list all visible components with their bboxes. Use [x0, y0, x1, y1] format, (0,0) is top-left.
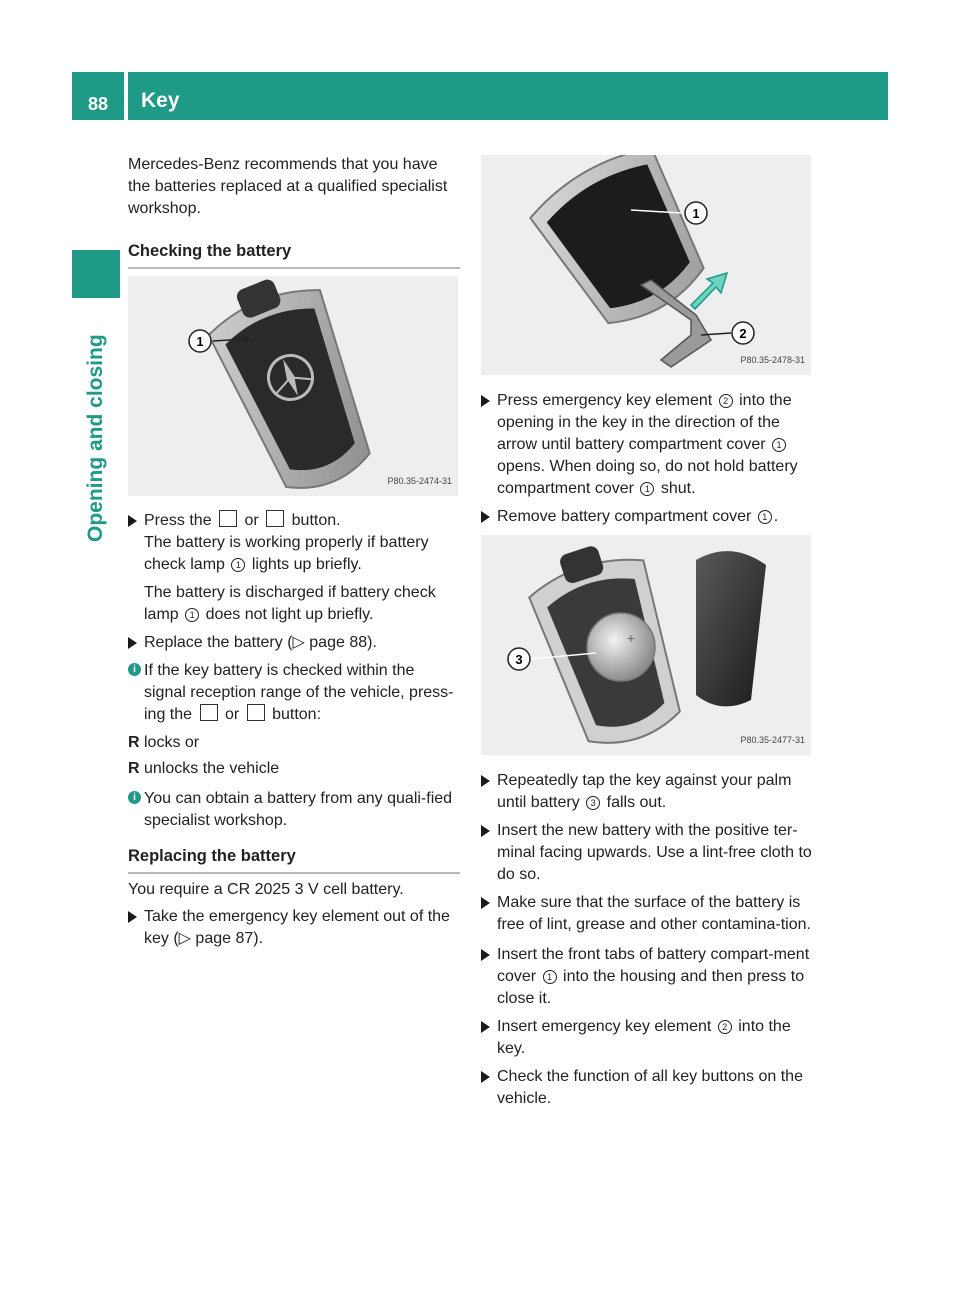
open-steps [481, 390, 813, 528]
step-insert-emergency-key [481, 1016, 813, 1060]
step-press-emergency-key [481, 390, 813, 500]
callout-1-inline: 1 [231, 558, 245, 572]
list-item [128, 732, 460, 754]
step-arrow-icon [481, 949, 490, 961]
callout-1: 1 [196, 334, 204, 349]
figure-key-check-lamp [128, 276, 458, 496]
battery-illustration [481, 535, 811, 755]
step-text: lights up briefly. [251, 556, 362, 573]
header-divider [124, 72, 128, 120]
step-take-emergency-key [128, 906, 460, 950]
step-arrow-icon [481, 1071, 490, 1083]
key-fob-illustration [128, 276, 458, 496]
key-open-illustration [481, 155, 811, 375]
figure-caption: P80.35-2477-31 [740, 735, 805, 745]
figure-caption: P80.35-2478-31 [740, 355, 805, 365]
step-text: The battery is working properly if battery check lamp [144, 534, 429, 573]
bullet-icon: R [128, 760, 140, 777]
heading-checking-battery: Checking the battery [128, 240, 460, 269]
step-replace-battery [128, 632, 460, 654]
info-icon: i [128, 663, 141, 676]
step-text: Press the [144, 512, 212, 529]
callout-2-inline: 2 [718, 1020, 732, 1034]
step-text: Take the emergency key element out of the key (▷ page 87). [144, 908, 450, 947]
step-text: Insert the front tabs of battery compart-ment cover [497, 946, 810, 985]
heading-replacing-battery: Replacing the battery [128, 845, 460, 874]
step-text: Replace the battery (▷ page 88). [144, 634, 377, 651]
callout-3: 3 [515, 652, 523, 667]
step-text: button. [291, 512, 341, 529]
info-text: You can obtain a battery from any quali-fied specialist workshop. [144, 790, 453, 829]
step-text: Repeatedly tap the key against your palm until battery [497, 772, 792, 811]
step-insert-front-tabs [481, 944, 813, 1010]
page-number: 88 [88, 94, 109, 114]
step-text: Check the function of all key buttons on the vehicle. [497, 1068, 803, 1107]
figure-caption: P80.35-2474-31 [387, 476, 452, 486]
step-text: opens. When doing so, do not hold battery compartment cover [497, 458, 798, 497]
list-item [128, 758, 460, 780]
step-arrow-icon [481, 395, 490, 407]
step-text: into the key. [497, 1018, 791, 1057]
bullet-icon: R [128, 734, 140, 751]
section-side-label: Opening and closing [84, 334, 107, 542]
callout-3-inline: 3 [586, 796, 600, 810]
plus-icon: + [626, 630, 636, 646]
callout-1-inline: 1 [640, 482, 654, 496]
step-arrow-icon [481, 511, 490, 523]
step-remove-cover [481, 506, 813, 528]
step-text: . [773, 508, 779, 525]
unlock-button-icon [247, 704, 265, 721]
list-item-text: locks or [144, 734, 200, 751]
step-check-function [481, 1066, 813, 1110]
figure-open-compartment [481, 155, 811, 375]
step-text: Insert the new battery with the positive ter-minal facing upwards. Use a lint-free cloth to do so. [497, 822, 812, 883]
info-note-battery-source [128, 788, 460, 832]
step-arrow-icon [481, 897, 490, 909]
callout-1-inline: 1 [185, 608, 199, 622]
step-check-surface [481, 892, 813, 936]
step-text: Make sure that the surface of the battery is free of lint, grease and other contamina-tion. [497, 894, 811, 933]
step-arrow-icon [128, 637, 137, 649]
callout-1-inline: 1 [758, 510, 772, 524]
callout-2: 2 [739, 326, 747, 341]
step-text: shut. [660, 480, 696, 497]
replace-steps [481, 770, 813, 1110]
callout-1: 1 [692, 206, 700, 221]
header-bar [72, 72, 888, 120]
step-arrow-icon [128, 911, 137, 923]
callout-1-inline: 1 [772, 438, 786, 452]
unlock-button-icon [266, 510, 284, 527]
step-text: falls out. [606, 794, 667, 811]
step-arrow-icon [481, 825, 490, 837]
step-text: into the housing and then press to close it. [497, 968, 805, 1007]
page-title: Key [141, 89, 180, 112]
lock-button-icon [219, 510, 237, 527]
step-arrow-icon [481, 1021, 490, 1033]
lock-button-icon [200, 704, 218, 721]
info-text: button: [272, 706, 322, 723]
step-insert-battery [481, 820, 813, 886]
step-text: The battery is discharged if battery check lamp [144, 584, 436, 623]
info-text: or [224, 706, 240, 723]
left-column [128, 0, 460, 947]
info-text: If the key battery is checked within the signal reception range of the vehicle, press-ing the [144, 662, 454, 723]
step-text: Remove battery compartment cover [497, 508, 752, 525]
figure-battery-removal [481, 535, 811, 755]
step-press-button [128, 510, 460, 626]
step-text: Press emergency key element [497, 392, 713, 409]
step-text: or [244, 512, 259, 529]
intro-paragraph: Mercedes-Benz recommends that you have the batteries replaced at a qualified specialist workshop. [128, 156, 448, 217]
info-note-signal-range [128, 660, 460, 726]
check-steps [128, 510, 460, 832]
requirement-text: You require a CR 2025 3 V cell battery. [128, 881, 404, 898]
info-icon: i [128, 791, 141, 804]
step-arrow-icon [481, 775, 490, 787]
step-text: does not light up briefly. [205, 606, 374, 623]
step-arrow-icon [128, 515, 137, 527]
step-text: Insert emergency key element [497, 1018, 712, 1035]
list-item-text: unlocks the vehicle [144, 760, 280, 777]
callout-2-inline: 2 [719, 394, 733, 408]
step-tap-key [481, 770, 813, 814]
callout-1-inline: 1 [543, 970, 557, 984]
step-text: into the opening in the key in the direction of the arrow until battery compartment cover [497, 392, 792, 453]
